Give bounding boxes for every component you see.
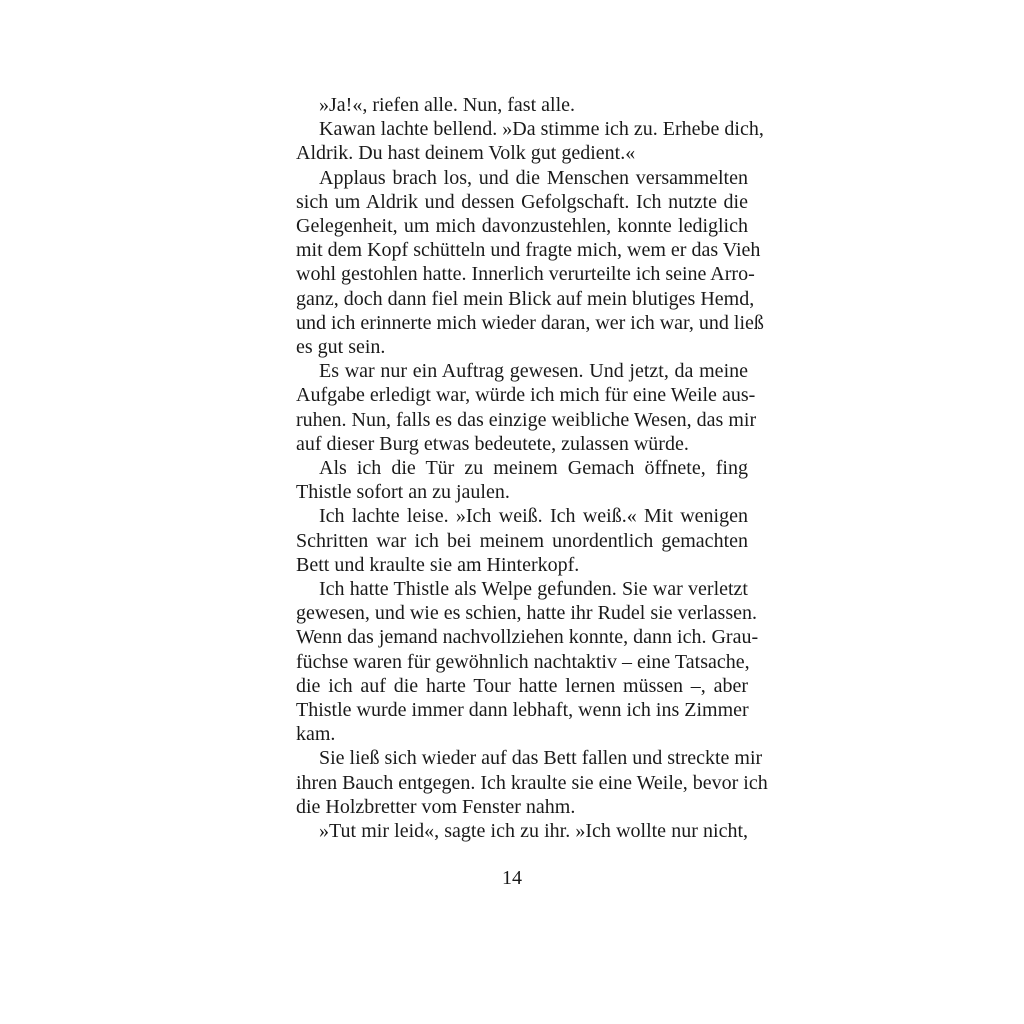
paragraph [296, 117, 764, 165]
body-text [296, 93, 768, 843]
text-line: ganz, doch dann fiel mein Blick auf mein blutiges Hemd, [296, 287, 755, 310]
text-line: die ich auf die harte Tour hatte lernen müssen –, aber [296, 674, 748, 697]
text-line: Ich lachte leise. »Ich weiß. Ich weiß.« Mit wenigen [319, 505, 748, 528]
text-line: Bett und kraulte sie am Hinterkopf. [296, 553, 580, 576]
text-line: Thistle sofort an zu jaulen. [296, 481, 510, 504]
text-line: mit dem Kopf schütteln und fragte mich, wem er das Vieh [296, 239, 761, 262]
paragraph [296, 93, 748, 117]
text-line: Wenn das jemand nachvollziehen konnte, dann ich. Grau- [296, 626, 759, 649]
page-number: 14 [502, 867, 522, 889]
text-line: ruhen. Nun, falls es das einzige weibliche Wesen, das mir [296, 408, 757, 431]
text-line: es gut sein. [296, 336, 386, 359]
text-line: Gelegenheit, um mich davonzustehlen, konnte lediglich [296, 215, 748, 238]
paragraph [296, 359, 757, 456]
paragraph [296, 456, 748, 504]
paragraph [296, 504, 748, 577]
text-line: Thistle wurde immer dann lebhaft, wenn ich ins Zimmer [296, 699, 749, 722]
text-line: die Holzbretter vom Fenster nahm. [296, 795, 576, 818]
text-line: Applaus brach los, und die Menschen versammelten [319, 166, 748, 189]
text-line: Es war nur ein Auftrag gewesen. Und jetzt, da meine [319, 360, 748, 383]
text-line: Kawan lachte bellend. »Da stimme ich zu. Erhebe dich, [319, 118, 764, 141]
text-line: Ich hatte Thistle als Welpe gefunden. Sie war verletzt [319, 578, 748, 601]
text-line: Sie ließ sich wieder auf das Bett fallen und streckte mir [319, 747, 763, 770]
text-line: Aldrik. Du hast deinem Volk gut gedient.« [296, 142, 636, 165]
paragraph [296, 819, 748, 843]
text-line: Aufgabe erledigt war, würde ich mich für eine Weile aus- [296, 384, 756, 407]
text-line: Als ich die Tür zu meinem Gemach öffnete, fing [319, 457, 748, 480]
text-line: kam. [296, 723, 336, 746]
text-line: und ich erinnerte mich wieder daran, wer ich war, und ließ [296, 311, 764, 334]
text-line: auf dieser Burg etwas bedeutete, zulassen würde. [296, 432, 689, 455]
text-line: wohl gestohlen hatte. Innerlich verurteilte ich seine Arro- [296, 263, 755, 286]
text-line: gewesen, und wie es schien, hatte ihr Rudel sie verlassen. [296, 602, 757, 625]
text-line: sich um Aldrik und dessen Gefolgschaft. Ich nutzte die [296, 190, 748, 213]
text-line: »Ja!«, riefen alle. Nun, fast alle. [319, 94, 576, 116]
text-line: Schritten war ich bei meinem unordentlich gemachten [296, 529, 748, 552]
paragraph [296, 577, 759, 746]
text-line: füchse waren für gewöhnlich nachtaktiv – eine Tatsache, [296, 650, 750, 673]
paragraph [296, 746, 768, 819]
paragraph [296, 166, 764, 360]
text-line: »Tut mir leid«, sagte ich zu ihr. »Ich wollte nur nicht, [319, 820, 748, 843]
text-line: ihren Bauch entgegen. Ich kraulte sie eine Weile, bevor ich [296, 771, 768, 794]
